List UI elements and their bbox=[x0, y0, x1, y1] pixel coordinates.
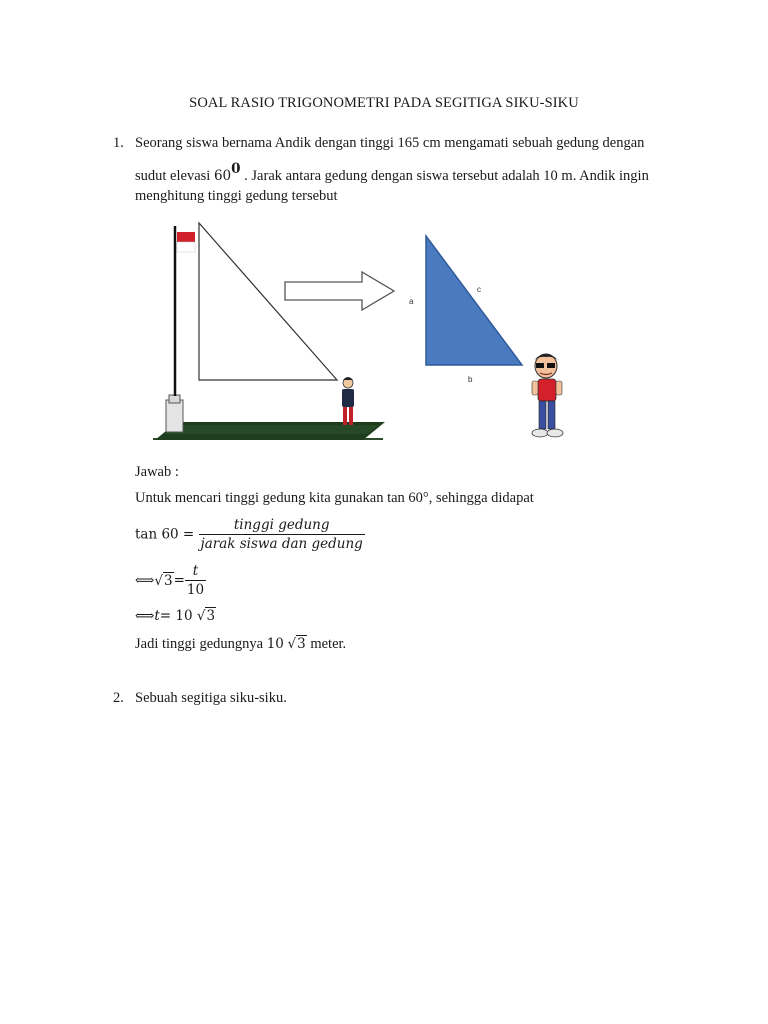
right-arrow-icon bbox=[282, 270, 397, 312]
side-b-label: b bbox=[468, 375, 473, 384]
question-1-number: 1. bbox=[113, 135, 124, 151]
equation-3: ⟺t= 10 √3 bbox=[135, 608, 216, 624]
equation-2-numerator: t bbox=[185, 562, 206, 581]
equation-3-rhs: = 10 bbox=[159, 608, 193, 624]
question-1-line-2-start: sudut elevasi bbox=[135, 168, 214, 184]
question-1-line-3: menghitung tinggi gedung tersebut bbox=[135, 188, 338, 204]
equation-3-arrow: ⟺ bbox=[135, 608, 155, 624]
student-figure bbox=[342, 377, 354, 425]
equation-1 bbox=[135, 516, 365, 553]
equation-2: ⟺√3= $\frac{t}{10}$ bbox=[135, 563, 205, 598]
side-c-label: c bbox=[477, 285, 481, 294]
page-title: SOAL RASIO TRIGONOMETRI PADA SEGITIGA SIKU-SIKU bbox=[189, 95, 579, 111]
elevation-angle: 60 bbox=[213, 168, 232, 184]
flag-pole-base bbox=[166, 400, 183, 432]
question-1-line-2-end: . Jarak antara gedung dengan siswa tersebut adalah 10 m. Andik ingin bbox=[240, 168, 649, 184]
equation-1-numerator: tinggi gedung bbox=[199, 516, 365, 535]
conclusion-number: 10 bbox=[266, 636, 284, 652]
cartoon-student bbox=[522, 350, 572, 442]
equation-2-denominator: 10 bbox=[186, 582, 205, 598]
equation-1-lhs: tan 60 = bbox=[135, 526, 195, 543]
answer-intro: Untuk mencari tinggi gedung kita gunakan tan 60°, sehingga didapat bbox=[135, 490, 534, 506]
flag-white bbox=[177, 242, 195, 252]
answer-label: Jawab : bbox=[135, 464, 179, 480]
flag-red bbox=[177, 232, 195, 242]
equation-2-arrow: ⟺ bbox=[135, 572, 155, 589]
conclusion-end: meter. bbox=[306, 636, 347, 652]
equation-2-equals: = bbox=[173, 572, 185, 589]
side-a-label: a bbox=[409, 297, 414, 306]
question-1-line-2 bbox=[135, 161, 649, 185]
equation-3-variable: t bbox=[154, 608, 160, 624]
conclusion-start: Jadi tinggi gedungnya bbox=[135, 636, 267, 652]
degree-superscript: 0 bbox=[231, 161, 241, 177]
question-2-number: 2. bbox=[113, 690, 124, 706]
answer-conclusion: Jadi tinggi gedungnya 10 √3 meter. bbox=[135, 636, 347, 652]
equation-1-denominator: jarak siswa dan gedung bbox=[200, 536, 363, 552]
equation-3-radicand: 3 bbox=[206, 608, 216, 624]
conclusion-radicand: 3 bbox=[297, 636, 306, 652]
question-1-line-1: Seorang siswa bernama Andik dengan tinggi 165 cm mengamati sebuah gedung dengan bbox=[135, 135, 645, 151]
question-2-text: Sebuah segitiga siku-siku. bbox=[135, 690, 287, 706]
elevation-illustration bbox=[135, 220, 390, 445]
equation-2-radicand: 3 bbox=[163, 572, 173, 589]
blue-right-triangle bbox=[426, 236, 522, 365]
right-triangle-diagram bbox=[400, 230, 540, 390]
